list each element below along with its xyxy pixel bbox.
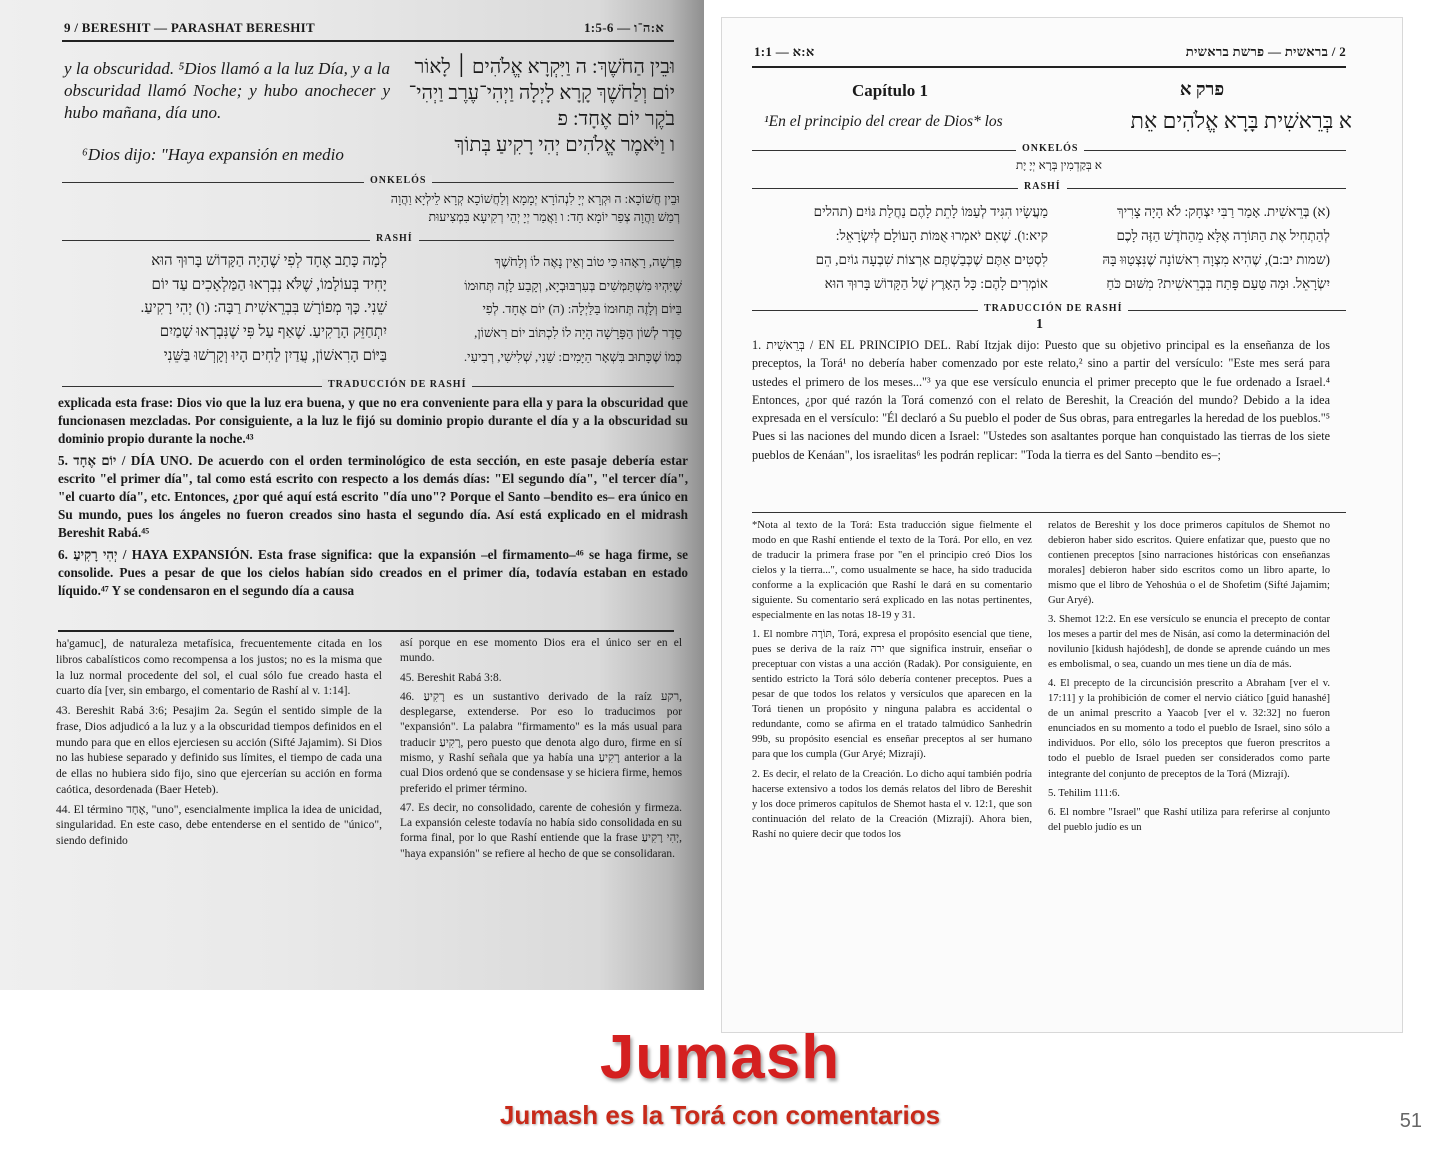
- hebrew-line: וּבֵין הַחֹשֶׁךְ: ה וַיִּקְרָא אֱלֹהִים ׀ לָאוֹר: [414, 56, 675, 78]
- rashi-column-left: [400, 250, 682, 368]
- rashi-column-left: [752, 200, 1048, 296]
- rashi-line: קיא:ו). שֶׁאִם יֹאמְרוּ אֻמּוֹת הָעוֹלָם לְיִשְׂרָאֵל:: [835, 228, 1048, 244]
- onkelos-text: [190, 190, 680, 226]
- right-book-page: [722, 18, 1402, 1032]
- left-page-header-right: 1:5-6 — א:ה־ו: [583, 20, 664, 35]
- spanish-verse-6: ⁶Dios dijo: "Haya expansión en medio: [82, 145, 344, 164]
- slide-subtitle: Jumash es la Torá con comentarios: [499, 1100, 941, 1130]
- notes-column-1: [752, 518, 1032, 846]
- left-page-header-left: 9 / BERESHIT — PARASHAT BERESHIT: [64, 20, 316, 35]
- footnote: 5. Tehilim 111:6.: [1048, 787, 1120, 799]
- hebrew-line: יוֹם וְלַחֹשֶׁךְ קָרָא לָיְלָה וַיְהִי־עֶרֶב וַיְהִי־: [408, 82, 675, 104]
- onkelos-line: רְמַשׁ וַהֲוָה צְפַר יוֹמָא חַד: ו וַאֲמַר יְיָ יְהֵי רְקִיעָא בִּמְצִיעוּת: [428, 210, 680, 225]
- footnote: *Nota al texto de la Torá: Esta traducción sigue fielmente el modo en que Rashí entiende el texto de la Torá. Por ello, en vez de traducir la primera frase por "en el principio creó Dios los cielos y la tierra...", como usualmente se hace, ha sido traducida conforme a la explicación que Rashí le dará en su comentario siguiente. Su comentario será explicado en las notas pertinentes, especialmente en las notas 18-19 y 31.: [752, 520, 1032, 622]
- right-page-header-left: 1:1 — א:א: [754, 44, 815, 59]
- footnote: relatos de Bereshit y los doce primeros capítulos de Shemot no debieron haber sido escritos. Quiere enfatizar que, puesto que no contienen preceptos [sino narraciones históricas con enseñanzas morales] debieron haber sido escritos como un libro aparte, lo mismo que el libro de Yehoshúa o el de Shofetim (Sifté Jajamim; Gur Aryé).: [1048, 520, 1330, 607]
- rashi-line: פִּרְשָׁה, רָאָהוּ כִּי טוֹב וְאֵין נָאֶה לוֹ וְלַחֹשֶׁךְ: [494, 254, 682, 269]
- left-book-page: [0, 0, 704, 990]
- rashi-line: יָחִיד בְּעוֹלָמוֹ, שֶׁלֹּא נִבְרְאוּ הַמַּלְאָכִים עַד יוֹם: [151, 276, 387, 293]
- spanish-verse-text: [64, 58, 390, 123]
- rashi-line: בַּיּוֹם וְלָזֶה תְּחוּמוֹ בַּלַּיְלָה: (ה) יוֹם אֶחָד. לְפִי: [482, 301, 682, 317]
- header-rule: [752, 66, 1346, 68]
- rashi-line: כְּמוֹ שֶׁכָּתוּב בִּשְׁאָר הַיָּמִים: שֵׁנִי, שְׁלִישִׁי, רְבִיעִי.: [463, 348, 682, 364]
- footnote: 2. Es decir, el relato de la Creación. Lo dicho aquí también podría hacerse extensivo a todos los demás relatos del libro de Bereshit y los doce primeros capítulos de Shemot hasta el v. 12:1, que son continuación del relato de la Creación (Mizrají). Ahora bien, Rashí no quiere decir que todos los: [752, 768, 1032, 840]
- traduccion-text: 1. בְּרֵאשִׁית / EN EL PRINCIPIO DEL. Rabí Itzjak dijo: Puesto que su objetivo principal es la enseñanza de los preceptos, la Torá¹ no debería haber comenzado por este relato,² sino a partir del versículo: "Este mes será para ustedes el primero de los meses..."³ ya que ese versículo enuncia el primer precepto que le fue ordenado a Israel.⁴ Entonces, ¿por qué razón la Torá comenzó con el relato de Bereshit, la Creación del mundo? Debido a la idea expresada en el versículo: "Él declaró a Su pueblo el poder de Sus obras, para entregarles la heredad de los pueblos."⁵ Pues si las naciones del mundo dicen a Israel: "Ustedes son asaltantes porque han conquistado las tierras de los siete pueblos de Kenáan", los israelitas⁶ les podrán replicar: "Toda la tierra es del Santo –bendito es–;: [752, 338, 1330, 462]
- footnote: 44. El término אֶחָד, "uno", esencialmente implica la idea de unicidad, singularidad. En este caso, debe entenderse en el sentido de "único", siendo definido: [56, 802, 382, 848]
- rashi-line: לְמָה כָּתַב אֶחָד לְפִי שֶׁהָיָה הַקָּדוֹשׁ בָּרוּךְ הוּא: [151, 253, 387, 269]
- rashi-line: יִתְחַזֵּק הָרָקִיעַ. שֶׁאַף עַל פִּי שֶׁנִּבְרְאוּ שָׁמַיִם: [159, 324, 387, 341]
- hebrew-line: ו וַיֹּאמֶר אֱלֹהִים יְהִי רָקִיעַ בְּתוֹךְ: [454, 134, 675, 156]
- notes-column-2: [1048, 518, 1330, 839]
- notes-rule: [58, 630, 674, 632]
- rashi-label: RASHÍ: [1018, 181, 1067, 192]
- traduccion-number: 1: [1036, 317, 1043, 332]
- verse-1-he: א בְּרֵאשִׁית בָּרָא אֱלֹהִים אֵת: [1130, 108, 1352, 133]
- footnote: 3. Shemot 12:2. En ese versículo se enuncia el precepto de contar los meses a partir del mes de Nisán, así como la determinación del novilunio [kidush hajódesh], de donde se aprende cuándo un mes es embolismal, o sea, cuando un mes tiene un día de más.: [1048, 614, 1330, 671]
- onkelos-text: א בְּקַדְמִין בְּרָא יְיָ יָת: [1015, 158, 1102, 172]
- rashi-line: (א) בְּרֵאשִׁית. אָמַר רַבִּי יִצְחָק: לֹא הָיָה צָרִיךְ: [1116, 204, 1330, 219]
- traduccion-label: TRADUCCIÓN DE RASHÍ: [978, 303, 1128, 314]
- rashi-rule: [62, 240, 674, 241]
- slide-title: Jumash: [599, 1023, 841, 1092]
- onkelos-label: ONKELÓS: [1016, 143, 1084, 154]
- rashi-label: RASHÍ: [370, 233, 419, 244]
- notes-rule: [752, 512, 1346, 513]
- footnote: 4. El precepto de la circuncisión prescrito a Abraham [ver el v. 17:11] y la prohibición de comer el nervio ciático [guid hanashé] de un animal prescrito a Yaacob [ver el v. 32:32] no fueron enunciados en su momento a todo el pueblo de Israel, sino sólo a individuos. Por ello, sólo los preceptos que fueron prescritos a todo el pueblo de Israel pueden ser considerados como parte integrante del conjunto de preceptos de la Torá (Mizrají).: [1048, 678, 1330, 780]
- hebrew-line: בֹקֶר יוֹם אֶחָד: פ: [557, 108, 675, 130]
- onkelos-label: ONKELÓS: [364, 175, 432, 186]
- spanish-verse-5: y la obscuridad. ⁵Dios llamó a la luz Día, y a la obscuridad llamó Noche; y hubo anochecer y hubo mañana, día uno.: [64, 59, 390, 122]
- verse-1-es: ¹En el principio del crear de Dios* los: [764, 113, 1003, 130]
- rashi-line: בַּיּוֹם הָרִאשׁוֹן, עֲדַיִן לַחִים הָיוּ וְקָרְשׁוּ בַּשֵּׁנִי: [163, 347, 387, 364]
- hebrew-verse-block: [405, 54, 675, 158]
- rashi-line: יִשְׂרָאֵל. וּמַה טַּעַם פָּתַח בִּבְרֵאשִׁית? מִשּׁוּם כֹּחַ: [1106, 276, 1330, 292]
- chapter-title-es: Capítulo 1: [852, 81, 929, 100]
- chapter-title-he: פרק א: [1179, 79, 1225, 99]
- footnote: 47. Es decir, no consolidado, carente de cohesión y firmeza. La expansión celeste todavía no había sido consolidada en su forma final, por lo que Rashí entiende que la frase יְהִי רָקִיעַ, "haya expansión" se refiere al hecho de que se consolidaran.: [400, 801, 683, 860]
- slide-page-number: 51: [1399, 1110, 1422, 1132]
- rashi-line: סֵדֶר לְשׁוֹן הַפָּרָשָׁה הָיָה לוֹ לִכְתּוֹב יוֹם רִאשׁוֹן,: [474, 324, 682, 340]
- rashi-line: שֵׁנִי. כָּךְ מְפוֹרָשׁ בִּבְרֵאשִׁית רַבָּה: (ו) יְהִי רָקִיעַ.: [140, 300, 387, 317]
- traduccion-paragraph: explicada esta frase: Dios vio que la luz era buena, y que no era conveniente para ella y para la obscuridad que funcionasen mezcladas. Por consiguiente, a la luz le fijó su dominio propio durante el día y a la obscuridad su dominio propio durante la noche.⁴³: [58, 395, 688, 446]
- rashi-line: (שמות יב:ב), שֶׁהִיא מִצְוָה רִאשׁוֹנָה שֶׁנִּצְטַוּוּ בָּהּ: [1102, 252, 1330, 268]
- rashi-line: לִסְטִים אַתֶּם שֶׁכְּבַשְׁתֶּם אַרְצוֹת שִׁבְעָה גוֹיִם, הֵם: [815, 252, 1048, 268]
- traduccion-text: [58, 394, 688, 603]
- rashi-line: שֶׁיִּהְיוּ מִשְׁתַּמְּשִׁים בְּעִרְבּוּבְיָא, וְקָבַע לָזֶה תְּחוּמוֹ: [464, 277, 682, 293]
- traduccion-paragraph: 6. יְהִי רָקִיעַ / HAYA EXPANSIÓN. Esta frase significa: que la expansión –el firmamento–⁴⁶ se haga firme, se consolide. Pues a pesar de que los cielos habían sido creados en el primer día, todavía estaban en estado líquido.⁴⁷ Y se condensaron en el segundo día a causa: [58, 546, 688, 598]
- footnote: 43. Bereshit Rabá 3:6; Pesajim 2a. Según el sentido simple de la frase, Dios adjudicó a la luz y a la obscuridad tiempos definidos en el mundo para que en ellos ejerciesen su acción (Sifté Jajamim). Si Dios no las hubiese separado y definido sus límites, el tiempo de cada una de ellas no hubiera sido fijo, sino que ejercerían su acción en forma caótica, desordenada (Baer Heteb).: [56, 704, 382, 796]
- rashi-line: אוֹמְרִים לָהֶם: כָּל הָאָרֶץ שֶׁל הַקָּדוֹשׁ בָּרוּךְ הוּא: [824, 276, 1048, 292]
- rashi-column-right: [1062, 200, 1330, 296]
- footnote: 1. El nombre תּוֹרָה, Torá, expresa el propósito esencial que tiene, pues se deriva de la raíz ירה que significa instruir, enseñar o preceptuar con vistas a una acción (Radak). Por consiguiente, en sentido estricto la Torá sólo debería contener preceptos. Pues a pesar de que todos los relatos y versículos que aparecen en la Torá tienen un propósito y ninguna palabra es accidental o redundante, como se afirma en el tratado talmúdico Sanhedrín 99b, su propósito esencial es enseñar preceptos al ser humano para que los cumpla (Gur Aryé; Mizrají).: [752, 629, 1032, 761]
- notes-column-1: [56, 636, 382, 853]
- traduccion-label: TRADUCCIÓN DE RASHÍ: [322, 379, 472, 390]
- traduccion-paragraph: 5. יוֹם אֶחָד / DÍA UNO. De acuerdo con el orden terminológico de esta sección, en este pasaje debería estar escrito "el primer día", tal como está escrito con respecto a los demás días: "El segundo día", "el tercer día", "el cuarto día", etc. Entonces, ¿por qué aquí está escrito "día uno"? Porque el Santo –bendito es– era único en Su mundo, pues los ángeles no fueron creados sino hasta el segundo día. Así está explicado en el midrash Bereshit Rabá.⁴⁵: [58, 452, 688, 540]
- footnote: 46. רָקִיעַ es un sustantivo derivado de la raíz רקע, desplegarse, extenderse. Por eso lo traducimos por "expansión". La palabra "firmamento" es la más usual para traducir רָקִיעַ, pero puesto que denota algo duro, firme en sí mismo, y Rashí señala que ya había una רָקִיעַ anterior a la cual Dios ordenó que se condensase y se hiciera firme, hemos preferido el primer término.: [400, 690, 683, 795]
- footnote: 45. Bereshit Rabá 3:8.: [400, 671, 502, 684]
- notes-column-2: [400, 636, 682, 866]
- rashi-line: לְהַתְחִיל אֶת הַתּוֹרָה אֶלָּא מֵהַחֹדֶשׁ הַזֶּה לָכֶם: [1116, 228, 1330, 244]
- rashi-line: מַעֲשָׂיו הִגִּיד לְעַמּוֹ לָתֵת לָהֶם נַחֲלַת גּוֹיִם (תהלים: [813, 204, 1048, 219]
- footnote: así porque en ese momento Dios era el único ser en el mundo.: [400, 637, 682, 665]
- rashi-column-right: [62, 250, 387, 368]
- footnote: 6. El nombre "Israel" que Rashí utiliza para referirse al conjunto del pueblo judío es un: [1048, 806, 1330, 833]
- footnote: ha'gamuc], de naturaleza metafísica, frecuentemente citada en los libros cabalísticos como recompensa a los justos; no es la misma que la luz normal procedente del sol, el cual sólo fue creado hasta el cuarto día [ver, sin embargo, el comentario de Rashí al v. 1:14].: [56, 637, 382, 698]
- right-page-header-right: 2 / בראשית — פרשת בראשית: [1185, 44, 1346, 59]
- header-rule: [62, 40, 674, 42]
- onkelos-line: וּבֵין חֲשׁוֹכָא: ה וּקְרָא יְיָ לִנְהוֹרָא יְמָמָא וְלַחֲשׁוֹכָא קְרָא לֵילְיָא וַהֲוָה: [390, 192, 680, 206]
